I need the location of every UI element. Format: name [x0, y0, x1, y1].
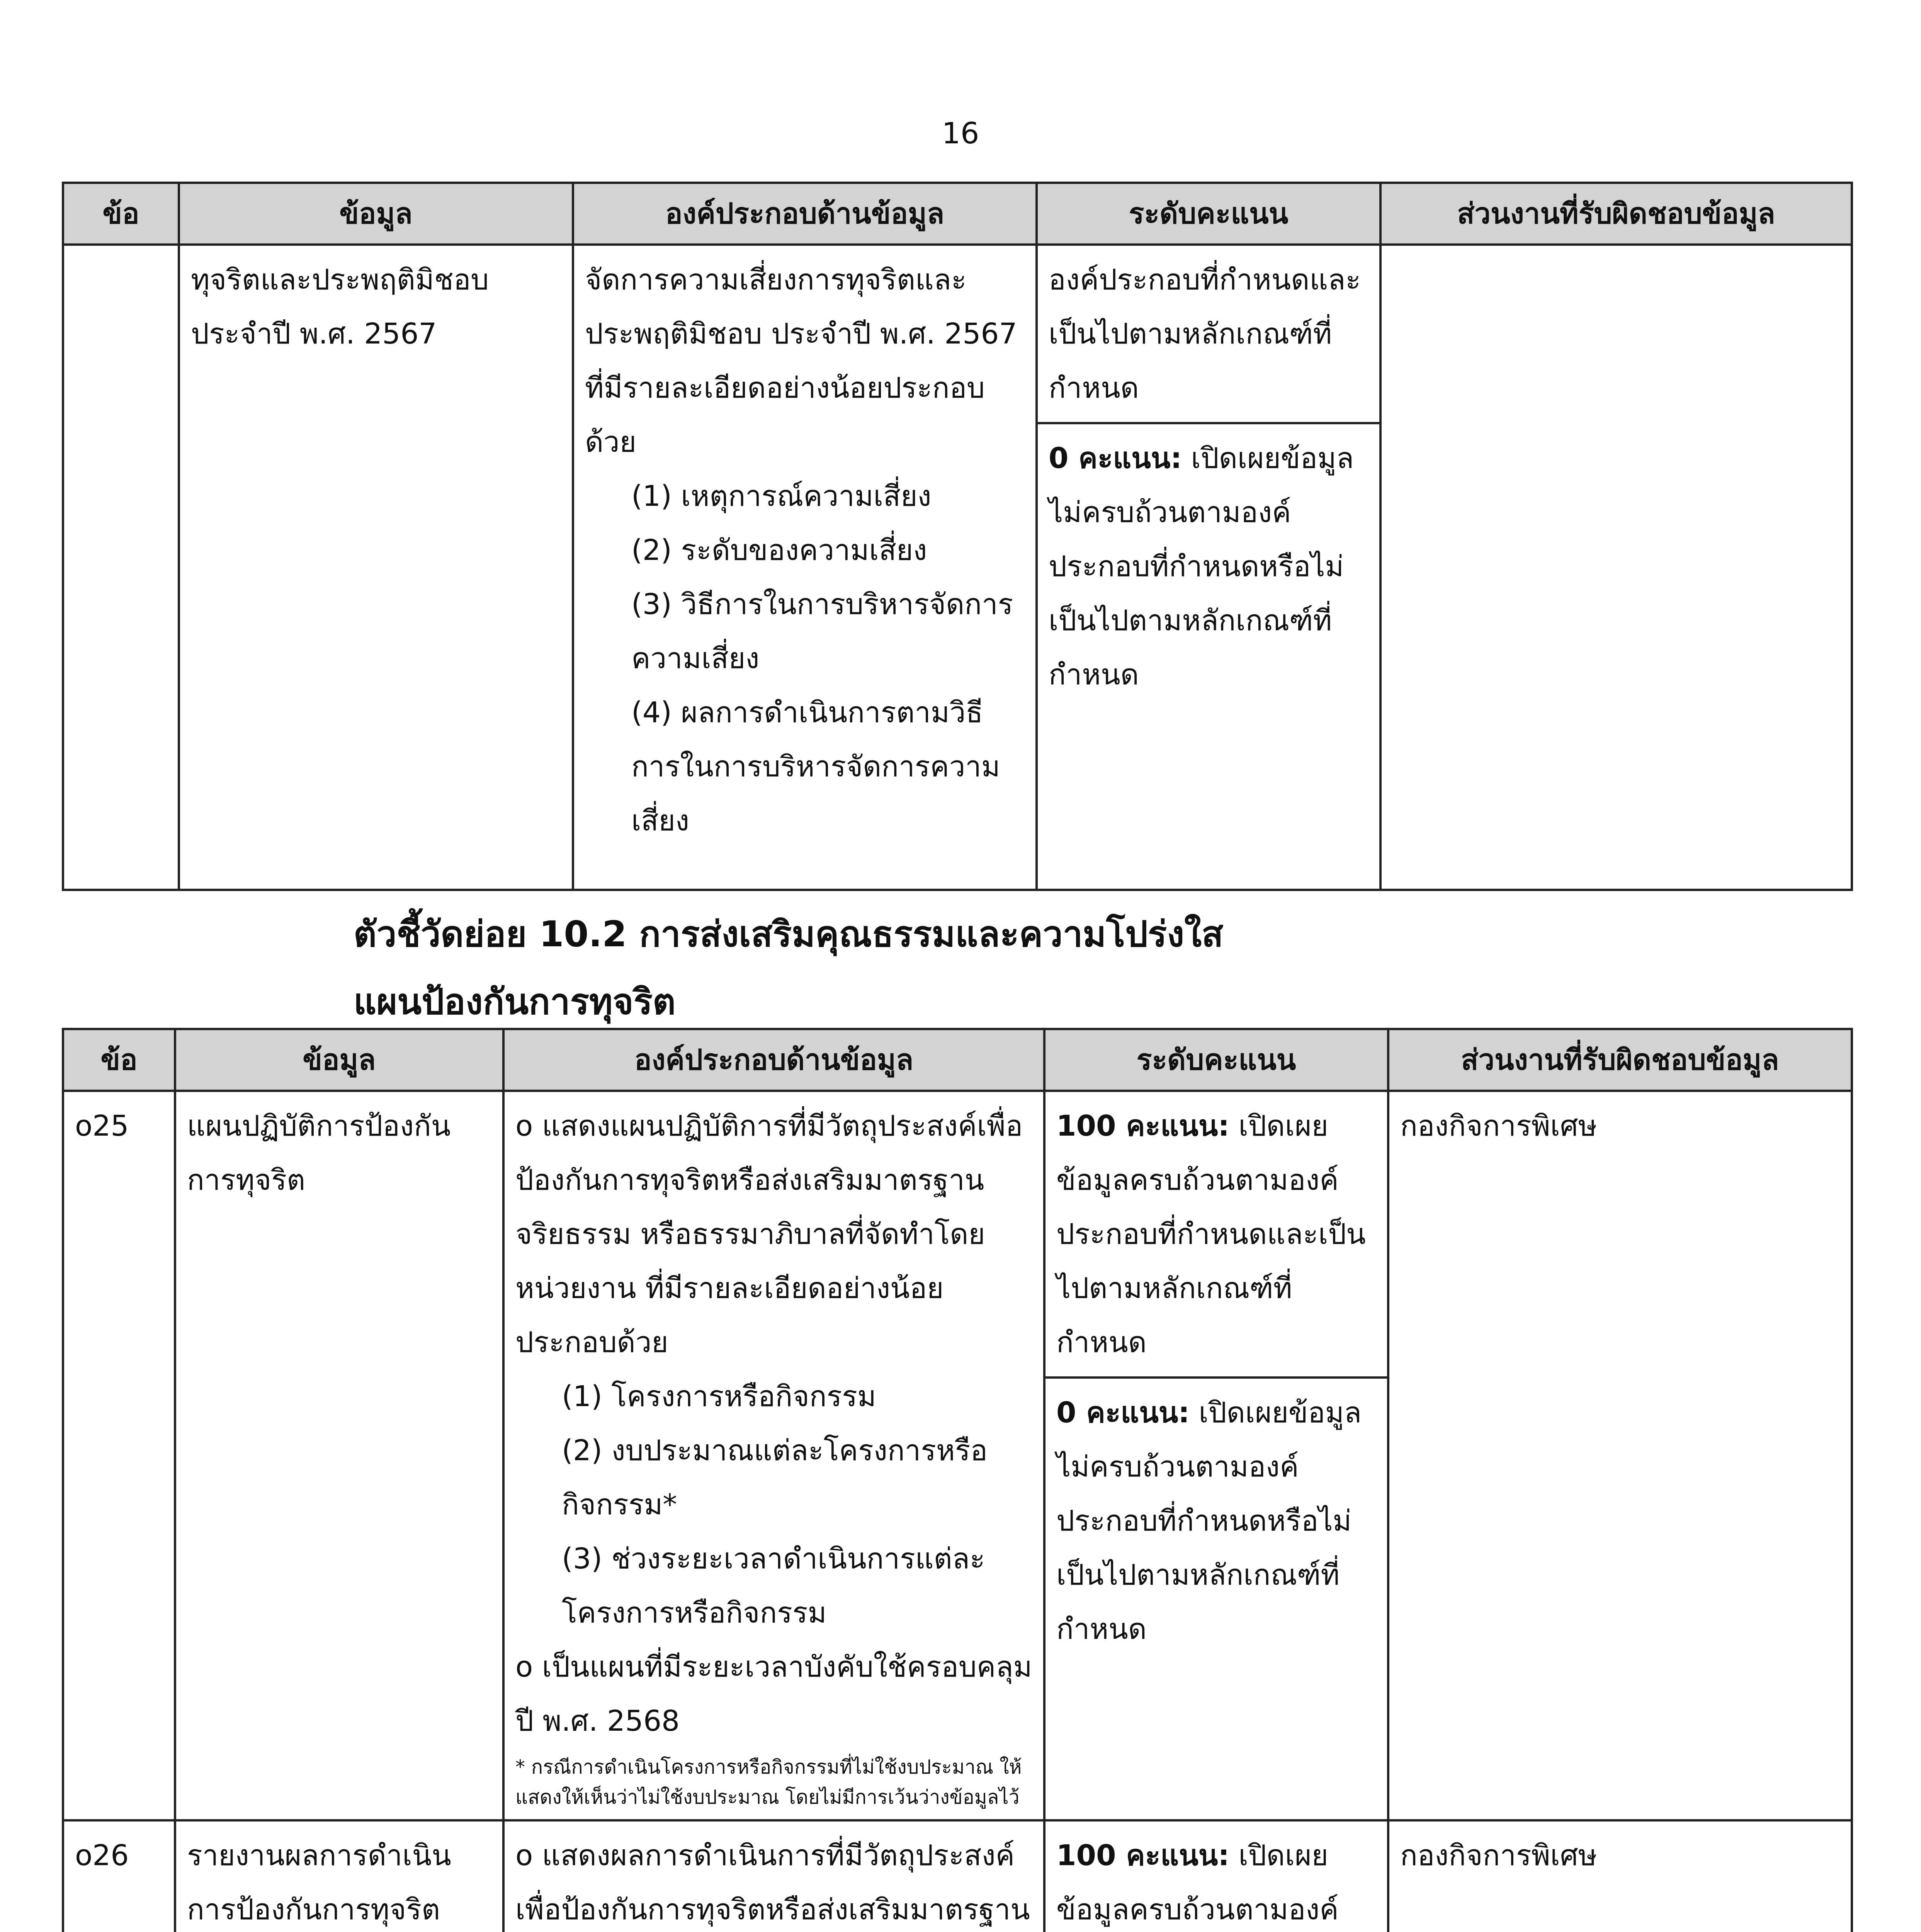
component-extra: o เป็นแผนที่มีระยะเวลาบังคับใช้ครอบคลุมปี พ.ศ. 2568: [515, 1650, 1032, 1738]
score-full-block: [1038, 246, 1379, 422]
section-subtitle: แผนป้องกันการทุจริต: [354, 981, 676, 1022]
score-full-label: 100 คะแนน:: [1056, 1109, 1229, 1143]
table-row: [63, 1091, 1852, 1820]
component-intro: จัดการความเสี่ยงการทุจริตและประพฤติมิชอบ ประจำปี พ.ศ. 2567 ที่มีรายละเอียดอย่างน้อยประกอบด้วย: [585, 263, 1017, 459]
table-row: [63, 1820, 1852, 1932]
table-row: [63, 245, 1852, 890]
component-item: (3) วิธีการในการบริหารจัดการความเสี่ยง: [631, 588, 1013, 675]
header-no: ข้อ: [63, 183, 179, 245]
table-header-row: [63, 1029, 1852, 1091]
score-full-text: องค์ประกอบที่กำหนดและเป็นไปตามหลักเกณฑ์ที่กำหนด: [1049, 263, 1361, 405]
table-header-row: [63, 183, 1852, 245]
score-zero-block: [1038, 422, 1379, 709]
row-item: รายงานผลการดำเนินการป้องกันการทุจริต: [175, 1820, 503, 1932]
header-responsible: ส่วนงานที่รับผิดชอบข้อมูล: [1380, 183, 1852, 245]
row-responsible: กองกิจการพิเศษ: [1388, 1091, 1852, 1820]
score-full-text: เปิดเผยข้อมูลครบถ้วนตามองค์ประกอบที่กำหนดและเป็นไปตามหลักเกณฑ์ที่กำหนด: [1056, 1109, 1366, 1359]
row-components: [503, 1091, 1044, 1820]
section-title: ตัวชี้วัดย่อย 10.2 การส่งเสริมคุณธรรมและความโปร่งใส: [354, 913, 1224, 955]
row-item: แผนปฏิบัติการป้องกันการทุจริต: [175, 1091, 503, 1820]
score-zero-block: [1046, 1376, 1387, 1663]
row-no: [63, 245, 179, 890]
row-components: [573, 245, 1037, 890]
score-zero-label: 0 คะแนน:: [1056, 1396, 1190, 1429]
header-score: ระดับคะแนน: [1044, 1029, 1388, 1091]
row-score: [1044, 1091, 1388, 1820]
row-components: [503, 1820, 1044, 1932]
header-no: ข้อ: [63, 1029, 175, 1091]
header-components: องค์ประกอบด้านข้อมูล: [503, 1029, 1044, 1091]
header-item: ข้อมูล: [175, 1029, 503, 1091]
header-components: องค์ประกอบด้านข้อมูล: [573, 183, 1037, 245]
score-zero-label: 0 คะแนน:: [1049, 442, 1182, 475]
score-full-text: เปิดเผยข้อมูลครบถ้วนตามองค์: [1056, 1839, 1339, 1926]
row-responsible: กองกิจการพิเศษ: [1388, 1820, 1852, 1932]
component-footnote: * กรณีการดำเนินโครงการหรือกิจกรรมที่ไม่ใช้งบประมาณ ให้แสดงให้เห็นว่าไม่ใช้งบประมาณ โดยไม่มีการเว้นว่างข้อมูลไว้: [515, 1756, 1022, 1808]
score-full-block: [1046, 1821, 1387, 1932]
page-number: 16: [942, 116, 979, 150]
component-item: (2) ระดับของความเสี่ยง: [631, 534, 927, 567]
score-zero-text: เปิดเผยข้อมูลไม่ครบถ้วนตามองค์ประกอบที่กำหนดหรือไม่เป็นไปตามหลักเกณฑ์ที่กำหนด: [1049, 442, 1354, 691]
header-item: ข้อมูล: [179, 183, 573, 245]
header-responsible: ส่วนงานที่รับผิดชอบข้อมูล: [1388, 1029, 1852, 1091]
risk-table: [62, 182, 1853, 891]
component-item: (2) งบประมาณแต่ละโครงการหรือกิจกรรม*: [562, 1434, 988, 1521]
row-no: o25: [63, 1091, 175, 1820]
component-item: (3) ช่วงระยะเวลาดำเนินการแต่ละโครงการหรือกิจกรรม: [562, 1542, 985, 1629]
score-full-label: 100 คะแนน:: [1056, 1839, 1229, 1872]
row-score: [1044, 1820, 1388, 1932]
component-item: (1) โครงการหรือกิจกรรม: [562, 1380, 876, 1413]
component-item: (1) เหตุการณ์ความเสี่ยง: [631, 480, 932, 513]
row-item: ทุจริตและประพฤติมิชอบประจำปี พ.ศ. 2567: [179, 245, 573, 890]
score-zero-text: เปิดเผยข้อมูลไม่ครบถ้วนตามองค์ประกอบที่กำหนดหรือไม่เป็นไปตามหลักเกณฑ์ที่กำหนด: [1056, 1396, 1362, 1646]
row-score: [1037, 245, 1380, 890]
row-responsible: [1380, 245, 1852, 890]
component-intro: o แสดงผลการดำเนินการที่มีวัตถุประสงค์เพื่อป้องกันการทุจริตหรือส่งเสริมมาตรฐาน: [515, 1839, 1030, 1926]
anti-corruption-table: [62, 1028, 1853, 1932]
score-full-block: [1046, 1092, 1387, 1376]
component-item: (4) ผลการดำเนินการตามวิธีการในการบริหารจัดการความเสี่ยง: [631, 696, 1000, 837]
header-score: ระดับคะแนน: [1037, 183, 1380, 245]
row-no: o26: [63, 1820, 175, 1932]
section-heading: [354, 900, 1667, 1036]
component-intro: o แสดงแผนปฏิบัติการที่มีวัตถุประสงค์เพื่อป้องกันการทุจริตหรือส่งเสริมมาตรฐานจริยธรรม หรือธรรมาภิบาลที่จัดทำโดยหน่วยงาน ที่มีรายละเอียดอย่างน้อยประกอบด้วย: [515, 1109, 1023, 1359]
